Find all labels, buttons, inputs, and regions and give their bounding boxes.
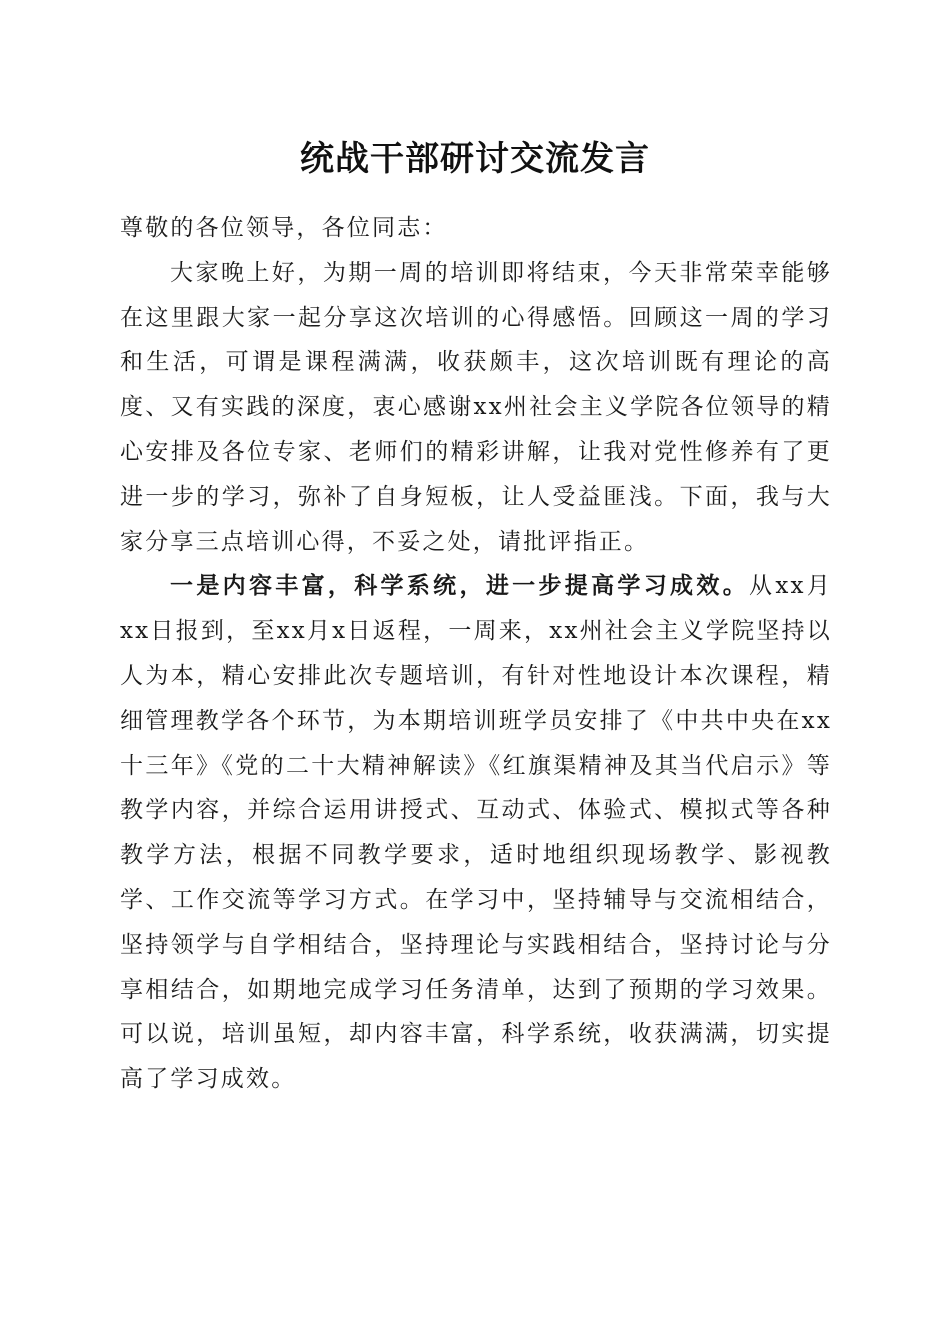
paragraph-point-one-lead: 一是内容丰富，科学系统，进一步提高学习成效。 (170, 572, 750, 600)
salutation: 尊敬的各位领导，各位同志： (120, 215, 448, 241)
paragraph-intro: 大家晚上好，为期一周的培训即将结束，今天非常荣幸能够在这里跟大家一起分享这次培训的心得感悟。回顾这一周的学习和生活，可谓是课程满满，收获颇丰，这次培训既有理论的高度、又有实践的深度，衷心感谢xx州社会主义学院各位领导的精心安排及各位专家、老师们的精彩讲解，让我对党性修养有了更进一步的学习，弥补了自身短板，让人受益匪浅。下面，我与大家分享三点培训心得，不妥之处，请批评指正。 (120, 259, 832, 555)
paragraph-point-one (120, 564, 832, 1102)
document-title: 统战干部研讨交流发言 (300, 139, 650, 179)
paragraph-point-one-body: 从xx月xx日报到，至xx月x日返程，一周来，xx州社会主义学院坚持以人为本，精心安排此次专题培训，有针对性地设计本次课程，精细管理教学各个环节，为本期培训班学员安排了《中共中央在xx十三年》《党的二十大精神解读》《红旗渠精神及其当代启示》等教学内容，并综合运用讲授式、互动式、体验式、模拟式等各种教学方法，根据不同教学要求，适时地组织现场教学、影视教学、工作交流等学习方式。在学习中，坚持辅导与交流相结合，坚持领学与自学相结合，坚持理论与实践相结合，坚持讨论与分享相结合，如期地完成学习任务清单，达到了预期的学习效果。可以说，培训虽短，却内容丰富，科学系统，收获满满，切实提高了学习成效。 (120, 573, 832, 1093)
document-body (120, 206, 832, 1102)
